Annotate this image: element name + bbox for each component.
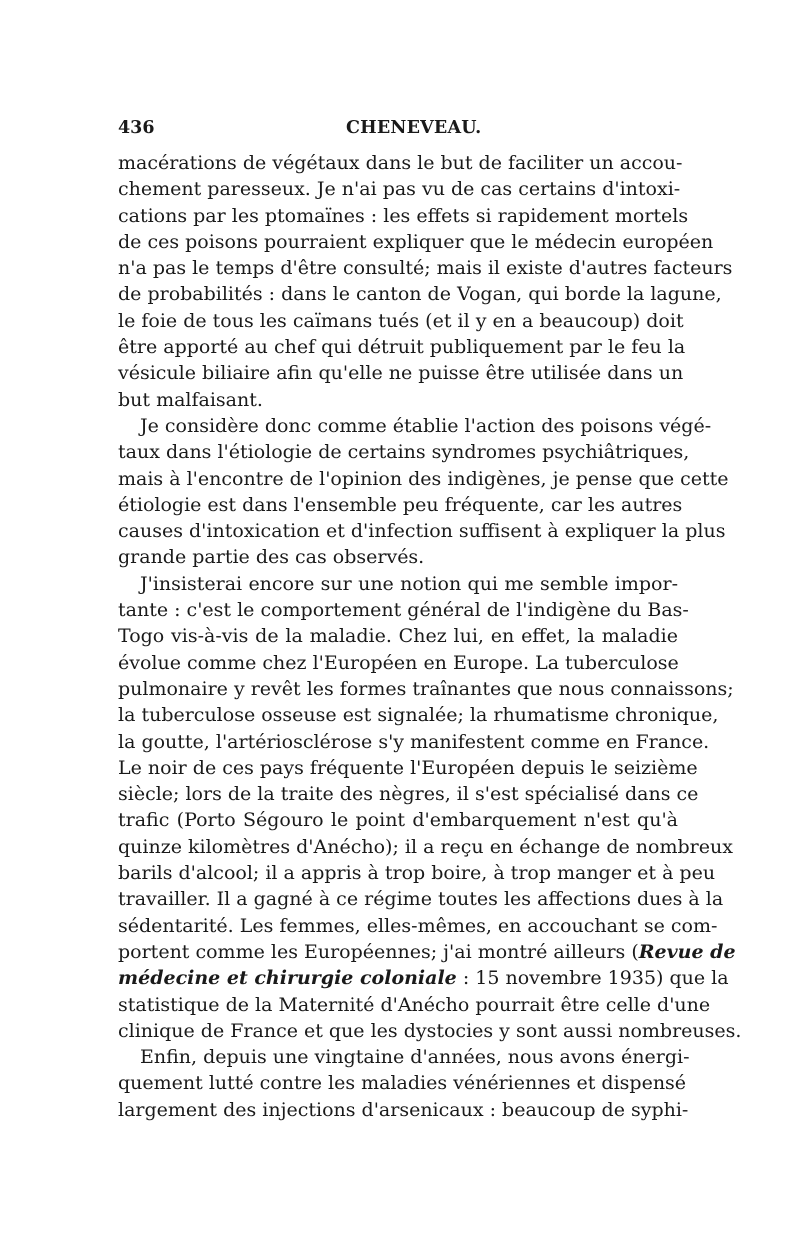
text-line: tante : c'est le comportement général de l'indigène du Bas-	[118, 599, 689, 622]
citation-journal-cont: médecine et chirurgie coloniale	[118, 967, 457, 990]
text-line: chement paresseux. Je n'ai pas vu de cas certains d'intoxi-	[118, 178, 681, 201]
text-line: largement des injections d'arsenicaux : beaucoup de syphi-	[118, 1098, 689, 1121]
page-number: 436	[118, 118, 155, 138]
text-line: évolue comme chez l'Européen en Europe. La tuberculose	[118, 651, 679, 674]
text-line: taux dans l'étiologie de certains syndromes psychiâtriques,	[118, 441, 690, 464]
paragraph-first-line: J'insisterai encore sur une notion qui me semble impor-	[140, 572, 678, 595]
text-line: de ces poisons pourraient expliquer que le médecin européen	[118, 230, 714, 253]
text-line: barils d'alcool; il a appris à trop boire, à trop manger et à peu	[118, 862, 716, 885]
text-line: le foie de tous les caïmans tués (et il y en a beaucoup) doit	[118, 309, 684, 332]
text-line: la goutte, l'artériosclérose s'y manifestent comme en France.	[118, 730, 710, 753]
text-line: être apporté au chef qui détruit publiquement par le feu la	[118, 336, 686, 359]
text-line: vésicule biliaire afin qu'elle ne puisse être utilisée dans un	[118, 362, 684, 385]
text-line: sédentarité. Les femmes, elles-mêmes, en accouchant se com-	[118, 914, 718, 937]
text-line: étiologie est dans l'ensemble peu fréquente, car les autres	[118, 493, 683, 516]
text-line: quinze kilomètres d'Anécho); il a reçu en échange de nombreux	[118, 835, 733, 858]
text-line: n'a pas le temps d'être consulté; mais il existe d'autres facteurs	[118, 257, 733, 280]
text-line: grande partie des cas observés.	[118, 546, 425, 569]
text-line-with-citation	[118, 939, 736, 965]
text-line: de probabilités : dans le canton de Vogan, qui borde la lagune,	[118, 283, 722, 306]
text-line: travailler. Il a gagné à ce régime toutes les affections dues à la	[118, 888, 724, 911]
text-line: cations par les ptomaïnes : les effets si rapidement mortels	[118, 204, 689, 227]
paragraph-first-line: Je considère donc comme établie l'action des poisons végé-	[140, 414, 712, 437]
text-line: quement lutté contre les maladies vénériennes et dispensé	[118, 1072, 687, 1095]
running-head	[118, 118, 678, 148]
body-text	[118, 150, 742, 1123]
citation-date: : 15 novembre 1935) que la	[456, 967, 729, 990]
text-line: pulmonaire y revêt les formes traînantes que nous connaissons;	[118, 677, 734, 700]
text-line: mais à l'encontre de l'opinion des indigènes, je pense que cette	[118, 467, 729, 490]
citation-journal: Revue de	[638, 940, 736, 963]
text-line: trafic (Porto Ségouro le point d'embarquement n'est qu'à	[118, 809, 678, 832]
text-line: siècle; lors de la traite des nègres, il s'est spécialisé dans ce	[118, 783, 699, 806]
text-line: causes d'intoxication et d'infection suffisent à expliquer la plus	[118, 520, 726, 543]
text-line: but malfaisant.	[118, 388, 263, 411]
text-line: Le noir de ces pays fréquente l'Européen depuis le seizième	[118, 756, 698, 779]
text-line: la tuberculose osseuse est signalée; la rhumatisme chronique,	[118, 704, 719, 727]
text-line: macérations de végétaux dans le but de faciliter un accou-	[118, 152, 683, 174]
paragraph-first-line: Enfin, depuis une vingtaine d'années, nous avons énergi-	[140, 1046, 690, 1069]
text-line-with-citation	[118, 965, 729, 991]
text-line: clinique de France et que les dystocies y sont aussi nombreuses.	[118, 1019, 742, 1042]
text-line: Togo vis-à-vis de la maladie. Chez lui, en effet, la maladie	[118, 625, 678, 648]
running-title: CHENEVEAU.	[346, 118, 482, 138]
citation-lead: portent comme les Européennes; j'ai montré ailleurs (	[118, 940, 639, 963]
text-line: statistique de la Maternité d'Anécho pourrait être celle d'une	[118, 993, 711, 1016]
